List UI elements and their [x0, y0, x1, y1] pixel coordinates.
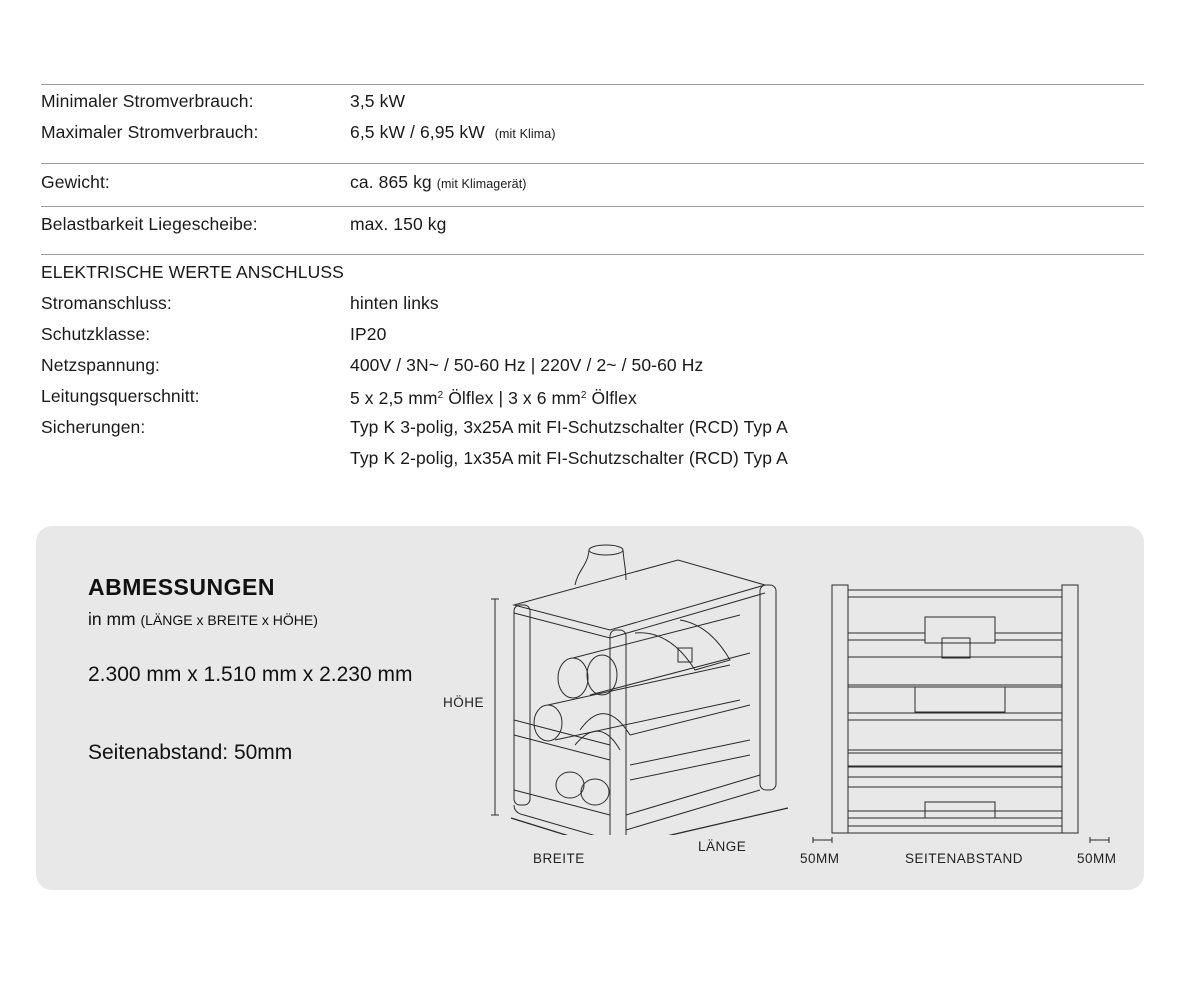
label-left-gap: 50MM — [800, 851, 840, 866]
label-right-gap: 50MM — [1077, 851, 1117, 866]
label-height: HÖHE — [443, 695, 485, 710]
spec-value: Ölflex | 3 x 6 mm — [443, 388, 581, 408]
divider — [41, 163, 1144, 164]
spec-label: Belastbarkeit Liegescheibe: — [41, 214, 258, 234]
spec-value: IP20 — [350, 324, 387, 344]
spec-value: Typ K 2-polig, 1x35A mit FI-Schutzschalter (RCD) Typ A — [350, 448, 788, 468]
section-title-electrical: ELEKTRISCHE WERTE ANSCHLUSS — [41, 262, 344, 282]
spec-label: Gewicht: — [41, 172, 110, 192]
spec-note: (mit Klimagerät) — [436, 177, 527, 191]
dimensions-unit — [88, 609, 318, 630]
spec-label: Netzspannung: — [41, 355, 161, 375]
spec-value: hinten links — [350, 293, 439, 313]
superscript: 2 — [580, 390, 587, 401]
spec-label: Stromanschluss: — [41, 293, 172, 313]
spec-label: Maximaler Stromverbrauch: — [41, 122, 259, 142]
label-length: LÄNGE — [698, 839, 747, 854]
spec-value: 3,5 kW — [350, 91, 406, 111]
spec-value: 400V / 3N~ / 50-60 Hz | 220V / 2~ / 50-60 Hz — [350, 355, 704, 375]
label-side-gap: SEITENABSTAND — [905, 851, 1024, 866]
spec-value-group — [350, 171, 527, 195]
spec-value: Ölflex — [586, 388, 637, 408]
spec-label: Leitungsquerschnitt: — [41, 386, 200, 406]
isometric-machine-drawing — [430, 535, 800, 835]
spec-value: 6,5 kW / 6,95 kW — [350, 122, 485, 142]
divider-top — [41, 84, 1144, 85]
unit-text: in mm — [88, 609, 136, 629]
dimensions-value: 2.300 mm x 1.510 mm x 2.230 mm — [88, 663, 413, 686]
spec-label: Minimaler Stromverbrauch: — [41, 91, 254, 111]
superscript: 2 — [437, 390, 444, 401]
spec-label: Schutzklasse: — [41, 324, 151, 344]
spec-value: ca. 865 kg — [350, 172, 432, 192]
spec-note: (mit Klima) — [494, 127, 556, 141]
divider — [41, 206, 1144, 207]
spec-value: Typ K 3-polig, 3x25A mit FI-Schutzschalter (RCD) Typ A — [350, 417, 788, 437]
spec-value-group — [350, 121, 556, 145]
unit-note: (LÄNGE x BREITE x HÖHE) — [140, 612, 318, 628]
side-gap-value: Seitenabstand: 50mm — [88, 741, 293, 764]
dimensions-title: ABMESSUNGEN — [88, 574, 275, 600]
spec-value: max. 150 kg — [350, 214, 447, 234]
spec-value: 5 x 2,5 mm — [350, 388, 438, 408]
label-width: BREITE — [533, 851, 585, 866]
divider — [41, 254, 1144, 255]
spec-value-group — [350, 385, 637, 409]
spec-label: Sicherungen: — [41, 417, 146, 437]
front-view-machine-drawing — [810, 580, 1110, 850]
